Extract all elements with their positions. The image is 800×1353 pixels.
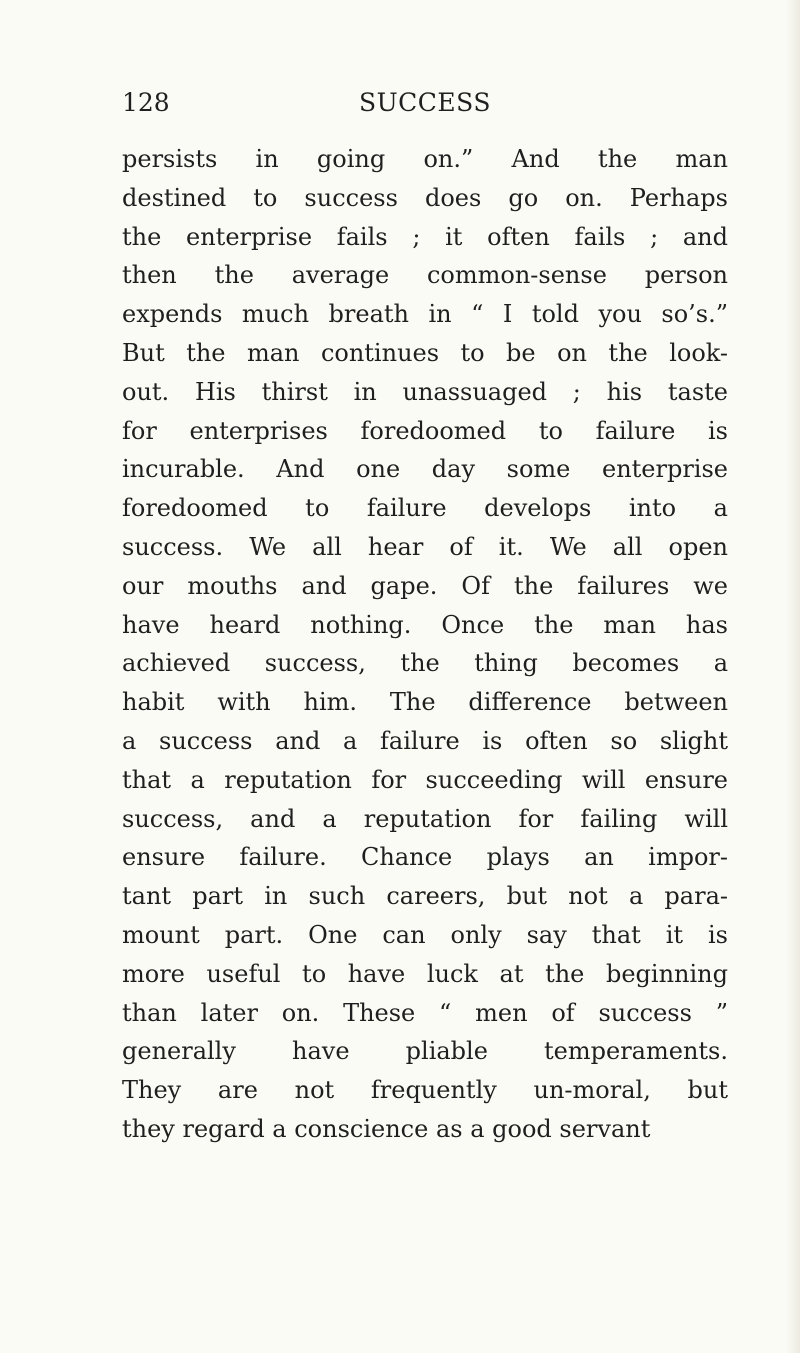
text-line: They are not frequently un-moral, but	[122, 1076, 728, 1105]
text-line: a success and a failure is often so slight	[122, 726, 728, 755]
text-line: success. We all hear of it. We all open	[122, 532, 728, 561]
text-line: out. His thirst in unassuaged ; his taste	[122, 377, 728, 406]
text-line: achieved success, the thing becomes a	[122, 649, 728, 678]
text-line: foredoomed to failure develops into a	[122, 494, 728, 523]
text-line: mount part. One can only say that it is	[122, 920, 728, 949]
text-line: that a reputation for succeeding will ensure	[122, 765, 728, 794]
page-number: 128	[122, 88, 170, 117]
text-line: then the average common-sense person	[122, 261, 728, 290]
text-line: tant part in such careers, but not a para-	[122, 882, 728, 911]
text-line: persists in going on.” And the man	[122, 145, 728, 173]
text-line: incurable. And one day some enterprise	[122, 455, 728, 484]
text-line: than later on. These “ men of success ”	[122, 998, 728, 1027]
text-line: generally have pliable temperaments.	[122, 1037, 728, 1066]
text-line: success, and a reputation for failing will	[122, 804, 728, 833]
text-line: habit with him. The difference between	[122, 688, 728, 717]
text-line: destined to success does go on. Perhaps	[122, 183, 728, 212]
text-line: have heard nothing. Once the man has	[122, 610, 728, 639]
text-line: our mouths and gape. Of the failures we	[122, 571, 728, 600]
body-text	[122, 140, 728, 1149]
text-line: the enterprise fails ; it often fails ; and	[122, 222, 728, 251]
running-title: SUCCESS	[358, 88, 491, 117]
text-line: expends much breath in “ I told you so’s.”	[122, 300, 728, 329]
text-line: more useful to have luck at the beginning	[122, 959, 728, 988]
page-edge	[786, 0, 800, 1353]
running-head	[122, 86, 728, 120]
text-line: for enterprises foredoomed to failure is	[122, 416, 728, 445]
text-line: ensure failure. Chance plays an impor-	[122, 843, 728, 872]
text-line: they regard a conscience as a good servant	[122, 1114, 651, 1143]
text-line: But the man continues to be on the look-	[122, 338, 728, 367]
